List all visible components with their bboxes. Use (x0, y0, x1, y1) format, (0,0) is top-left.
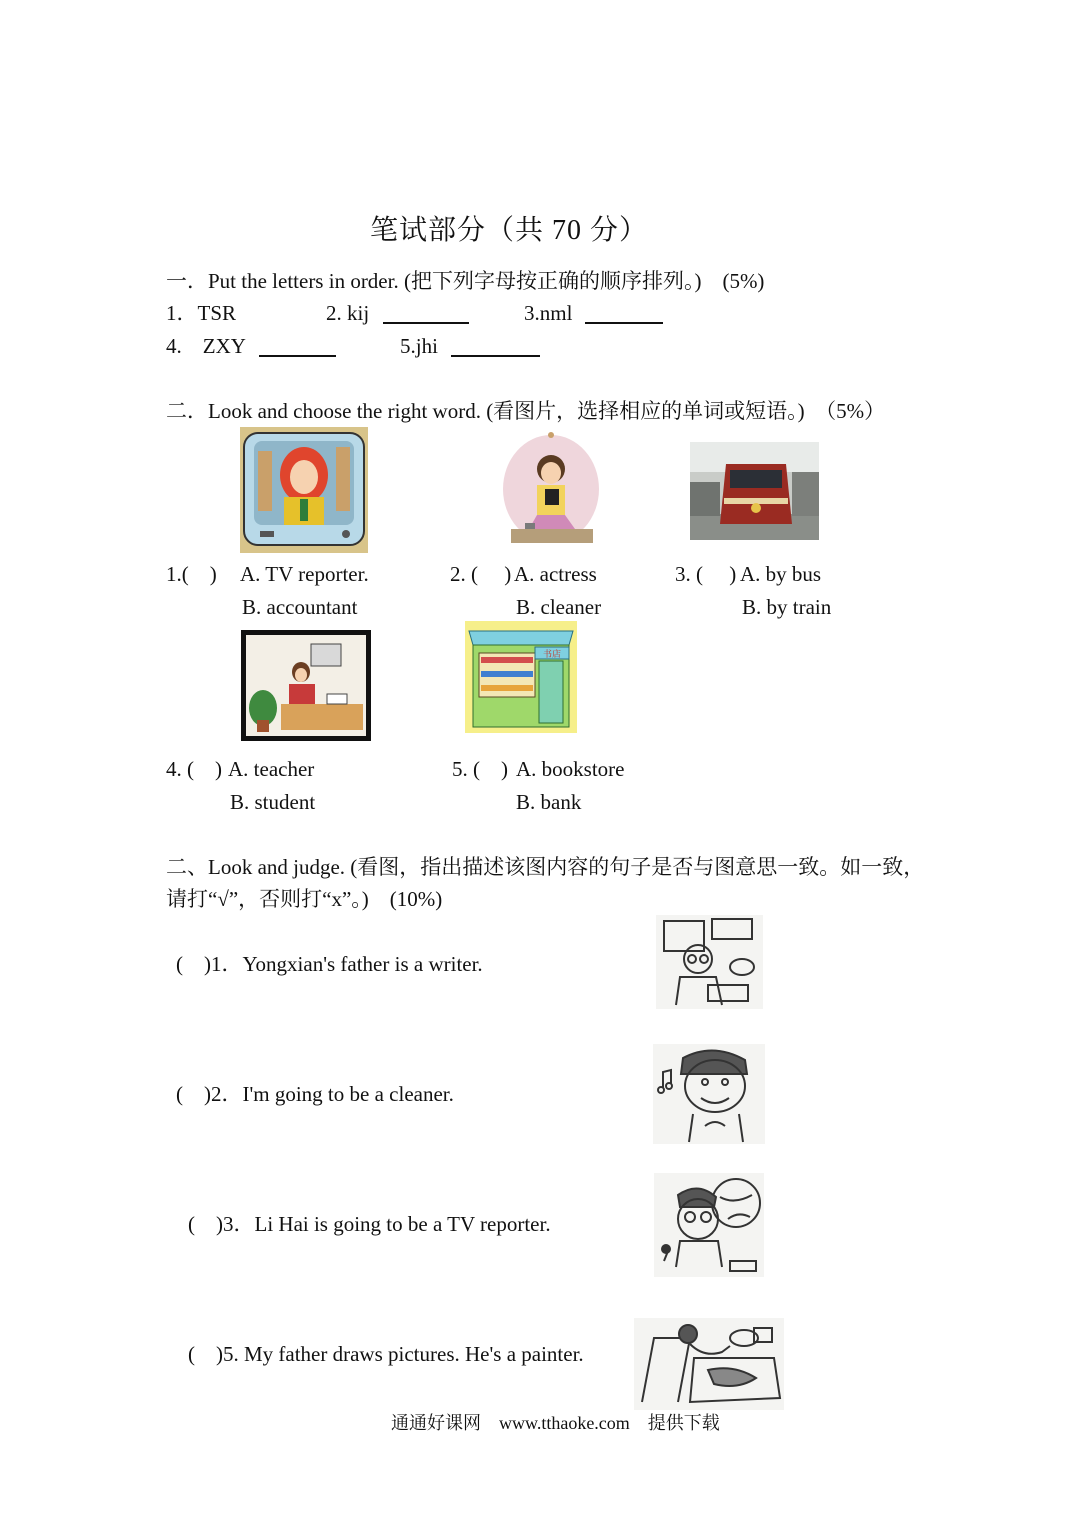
q4-label: 4. ( ) (166, 757, 222, 781)
q1-option-b: B. accountant (242, 595, 358, 619)
footer-text: 通通好课网 www.tthaoke.com 提供下载 (391, 1413, 720, 1433)
shop-sign-text: 书店 (542, 650, 562, 660)
judge-item-5: ( )5. My father draws pictures. He's a painter. (188, 1342, 584, 1366)
q2-option-b: B. cleaner (516, 595, 602, 619)
s1-item-3: 3.nml (524, 301, 573, 325)
q1-option-a: A. TV reporter. (240, 562, 369, 586)
q3-label: 3. ( ) (675, 562, 737, 586)
page-title: 笔试部分（共 70 分） (370, 215, 649, 246)
q3-option-a: A. by bus (740, 562, 822, 586)
section3-heading-line1: 二、Look and judge. (看图，指出描述该图内容的句子是否与图意思一致。如一致， (166, 855, 925, 879)
q3-option-b: B. by train (742, 595, 832, 619)
office-worker-picture (241, 630, 371, 741)
q4-option-b: B. student (230, 790, 316, 814)
judge-item-2: ( )2．I'm going to be a cleaner. (176, 1082, 454, 1106)
judge-item-3: ( )3．Li Hai is going to be a TV reporter. (188, 1212, 551, 1236)
s1-item-1: 1．TSR (166, 301, 237, 325)
singing-boy-picture (653, 1044, 765, 1144)
judge-item-1: ( )1．Yongxian's father is a writer. (176, 952, 483, 976)
answer-blank[interactable] (383, 304, 469, 324)
q5-label: 5. ( ) (452, 757, 508, 781)
answer-blank[interactable] (585, 304, 663, 324)
actress-picture (485, 431, 613, 551)
q1-label: 1.( ) (166, 562, 217, 586)
s1-item-4: 4. ZXY (166, 334, 246, 358)
q2-option-a: A. actress (514, 562, 597, 586)
answer-blank[interactable] (451, 337, 540, 357)
section2-heading: 二．Look and choose the right word. (看图片，选择相应的单词或短语。) （5%） (166, 399, 886, 423)
q4-option-a: A. teacher (228, 757, 315, 781)
q2-label: 2. ( ) (450, 562, 512, 586)
bookstore-picture (465, 621, 577, 733)
reporter-boy-picture (654, 1173, 764, 1277)
writer-picture (656, 915, 763, 1009)
tv-reporter-picture (240, 427, 368, 553)
painter-picture (634, 1318, 784, 1410)
train-picture (690, 442, 819, 540)
q5-option-a: A. bookstore (516, 757, 625, 781)
s1-item-5: 5.jhi (400, 334, 438, 358)
s1-item-2: 2. kij (326, 301, 370, 325)
section3-heading-line2: 请打“√”，否则打“x”。) (10%) (166, 887, 443, 911)
q5-option-b: B. bank (516, 790, 582, 814)
answer-blank[interactable] (259, 337, 336, 357)
section1-heading: 一．Put the letters in order. (把下列字母按正确的顺序排列。) (5%) (166, 269, 765, 293)
